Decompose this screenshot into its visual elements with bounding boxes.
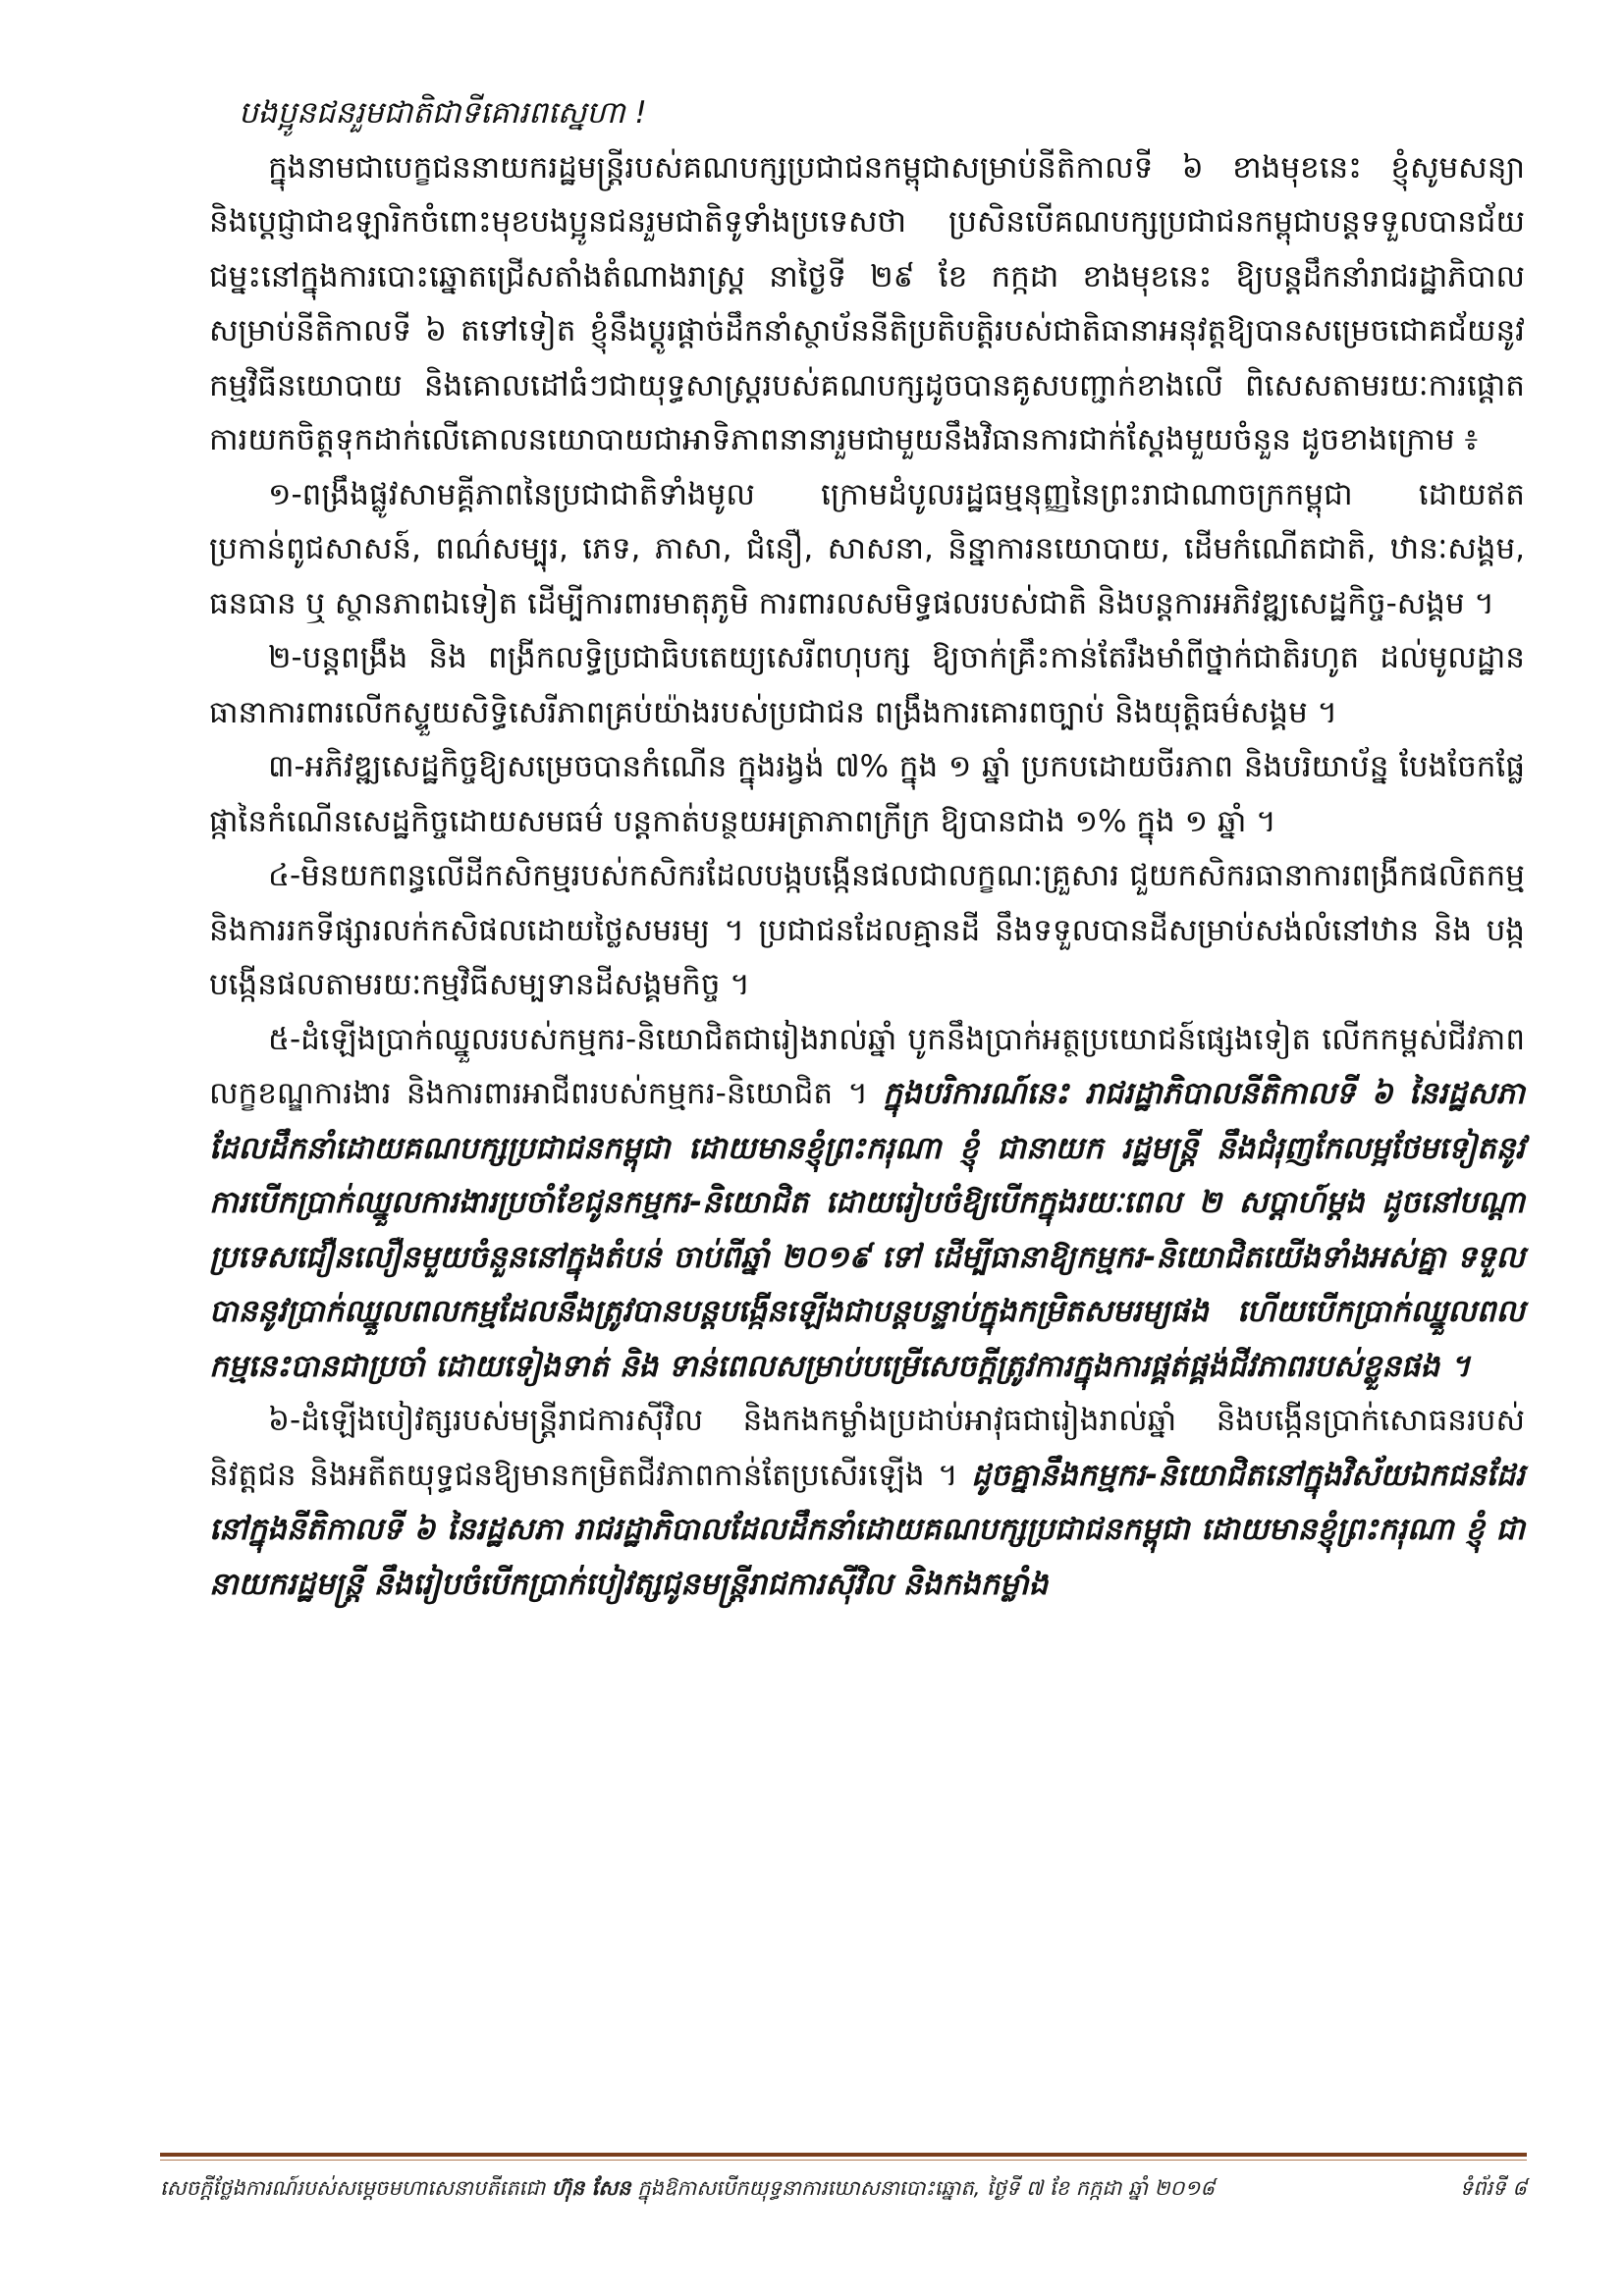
point-2-paragraph: ២-បន្តពង្រឹង និង ពង្រីកលទ្ធិប្រជាធិបតេយ្យសេរីពហុបក្ស ឱ្យចាក់គ្រឹះកាន់តែរឹងមាំពីថ្នាក់ជាតិរហូត ដល់មូលដ្ឋាន ធានាការពារលើកស្ទួយសិទ្ធិសេរីភាពគ្រប់យ៉ាងរបស់ប្រជាជន ពង្រឹងការគោរពច្បាប់ និងយុត្តិធម៌សង្គម ។ (209, 640, 1525, 730)
point-6-emphasis: ដូចគ្នានឹងកម្មករ-និយោជិតនៅក្នុងវិស័យឯកជនដែរ នៅក្នុងនីតិកាលទី ៦ នៃរដ្ឋសភា រាជរដ្ឋាភិបាលដែលដឹកនាំដោយគណបក្សប្រជាជនកម្ពុជា ដោយមានខ្ញុំព្រះករុណា ខ្ញុំ ជានាយករដ្ឋមន្ត្រី នឹងរៀបចំបើកប្រាក់បៀវត្សជូនមន្ត្រីរាជការស៊ីវិល និងកងកម្លាំង (209, 1457, 1525, 1602)
point-5-text: ៥-ដំឡើងប្រាក់ឈ្នួលរបស់កម្មករ-និយោជិតជារៀងរាល់ឆ្នាំ បូកនឹងប្រាក់អត្ថប្រយោជន៍ផ្សេងទៀត លើកកម្ពស់ជីវភាព លក្ខខណ្ឌការងារ និងការពារអាជីពរបស់កម្មករ-និយោជិត ។ (209, 1021, 1525, 1111)
point-6-paragraph (209, 1394, 1525, 1612)
footer-text-after: ក្នុងឱកាសបើកយុទ្ធនាការឃោសនាបោះឆ្នោត, ថ្ងៃទី ៧ ខែ កក្កដា ឆ្នាំ ២០១៨ (630, 2176, 1216, 2200)
point-5-emphasis: ក្នុងបរិការណ៍នេះ រាជរដ្ឋាភិបាលនីតិកាលទី ៦ នៃរដ្ឋសភា ដែលដឹកនាំដោយគណបក្សប្រជាជនកម្ពុជា ដោយមានខ្ញុំព្រះករុណា ខ្ញុំ ជានាយក រដ្ឋមន្ត្រី នឹងជំរុញកែលម្អថែមទៀតនូវការបើកប្រាក់ឈ្នួលការងារប្រចាំខែជូនកម្មករ-និយោជិត ដោយរៀបចំឱ្យបើកក្នុងរយៈពេល ២ សប្តាហ៍ម្តង ដូចនៅបណ្តាប្រទេសជឿនលឿនមួយចំនួននៅក្នុងតំបន់ ចាប់ពីឆ្នាំ ២០១៩ ទៅ ដើម្បីធានាឱ្យកម្មករ-និយោជិតយើងទាំងអស់គ្នា ទទួលបាននូវប្រាក់ឈ្នួលពលកម្មដែលនឹងត្រូវបានបន្តបង្កើនឡើងជាបន្តបន្ទាប់ក្នុងកម្រិតសមរម្យផង ហើយបើកប្រាក់ឈ្នួលពលកម្មនេះបានជាប្រចាំ ដោយទៀងទាត់ និង ទាន់ពេលសម្រាប់បម្រើសេចក្តីត្រូវការក្នុងការផ្គត់ផ្គង់ជីវភាពរបស់ខ្លួនផង ។ (209, 1076, 1525, 1384)
greeting-line: បងប្អូនជនរួមជាតិជាទីគោរពស្នេហា ! (239, 95, 647, 131)
footer-text-before: សេចក្តីថ្លែងការណ៍របស់សម្តេចមហាសេនាបតីតេជោ (160, 2176, 552, 2200)
intro-paragraph: ក្នុងនាមជាបេក្ខជននាយករដ្ឋមន្ត្រីរបស់គណបក្សប្រជាជនកម្ពុជាសម្រាប់នីតិកាលទី ៦ ខាងមុខនេះ ខ្ញុំសូមសន្យា និងប្តេជ្ញាជាឧឡារិកចំពោះមុខបងប្អូនជនរួមជាតិទូទាំងប្រទេសថា ប្រសិនបើគណបក្សប្រជាជនកម្ពុជាបន្តទទួលបានជ័យជម្នះនៅក្នុងការបោះឆ្នោតជ្រើសតាំងតំណាងរាស្ត្រ នាថ្ងៃទី ២៩ ខែ កក្កដា ខាងមុខនេះ ឱ្យបន្តដឹកនាំរាជរដ្ឋាភិបាលសម្រាប់នីតិកាលទី ៦ តទៅទៀត ខ្ញុំនឹងប្តូរផ្តាច់ដឹកនាំស្ថាប័ននីតិប្រតិបត្តិរបស់ជាតិធានាអនុវត្តឱ្យបានសម្រេចជោគជ័យនូវកម្មវិធីនយោបាយ និងគោលដៅធំៗជាយុទ្ធសាស្ត្ររបស់គណបក្សដូចបានគូសបញ្ជាក់ខាងលើ ពិសេសតាមរយៈការផ្តោតការយកចិត្តទុកដាក់លើគោលនយោបាយជាអាទិភាពនានារួមជាមួយនឹងវិធានការជាក់ស្តែងមួយចំនួន ដូចខាងក្រោម ៖ (209, 149, 1525, 457)
page-number: ទំព័រទី ៨ (1459, 2176, 1527, 2200)
point-6-text: ៦-ដំឡើងបៀវត្សរបស់មន្ត្រីរាជការស៊ីវិល និងកងកម្លាំងប្រដាប់អាវុធជារៀងរាល់ឆ្នាំ និងបង្កើនប្រាក់សោធនរបស់និវត្តជន និងអតីតយុទ្ធជនឱ្យមានកម្រិតជីវភាពកាន់តែប្រសើរឡើង ។ (209, 1403, 1525, 1493)
point-3-paragraph: ៣-អភិវឌ្ឍសេដ្ឋកិច្ចឱ្យសម្រេចបានកំណើន ក្នុងរង្វង់ ៧% ក្នុង ១ ឆ្នាំ ប្រកបដោយចីរភាព និងបរិយាប័ន្ន បែងចែកផ្លែផ្កានៃកំណើនសេដ្ឋកិច្ចដោយសមធម៌ បន្តកាត់បន្ថយអត្រាភាពក្រីក្រ ឱ្យបានជាង ១% ក្នុង ១ ឆ្នាំ ។ (209, 749, 1525, 839)
point-4-paragraph: ៤-មិនយកពន្ធលើដីកសិកម្មរបស់កសិករដែលបង្កបង្កើនផលជាលក្ខណៈគ្រួសារ ជួយកសិករធានាការពង្រីកផលិតកម្ម និងការរកទីផ្សារលក់កសិផលដោយថ្លៃសមរម្យ ។ ប្រជាជនដែលគ្មានដី នឹងទទួលបានដីសម្រាប់សង់លំនៅឋាន និង បង្កបង្កើនផលតាមរយៈកម្មវិធីសម្បទានដីសង្គមកិច្ច ។ (209, 858, 1525, 1002)
point-5-paragraph (209, 1013, 1525, 1395)
footer-divider-thin (160, 2160, 1527, 2161)
footer-speaker-name: ហ៊ុន សែន (551, 2176, 631, 2200)
footer-caption (160, 2171, 1319, 2205)
point-1-paragraph: ១-ពង្រឹងផ្លូវសាមគ្គីភាពនៃប្រជាជាតិទាំងមូល ក្រោមដំបូលរដ្ឋធម្មនុញ្ញនៃព្រះរាជាណាចក្រកម្ពុជា ដោយឥតប្រកាន់ពូជសាសន៍, ពណ៌សម្បុរ, ភេទ, ភាសា, ជំនឿ, សាសនា, និន្នាការនយោបាយ, ដើមកំណើតជាតិ, ឋានៈសង្គម, ធនធាន ឬ ស្ថានភាពឯទៀត ដើម្បីការពារមាតុភូមិ ការពារលសមិទ្ធផលរបស់ជាតិ និងបន្តការអភិវឌ្ឍសេដ្ឋកិច្ច-សង្គម ។ (209, 476, 1525, 621)
footer-divider (160, 2153, 1527, 2157)
document-body (209, 86, 1525, 1612)
